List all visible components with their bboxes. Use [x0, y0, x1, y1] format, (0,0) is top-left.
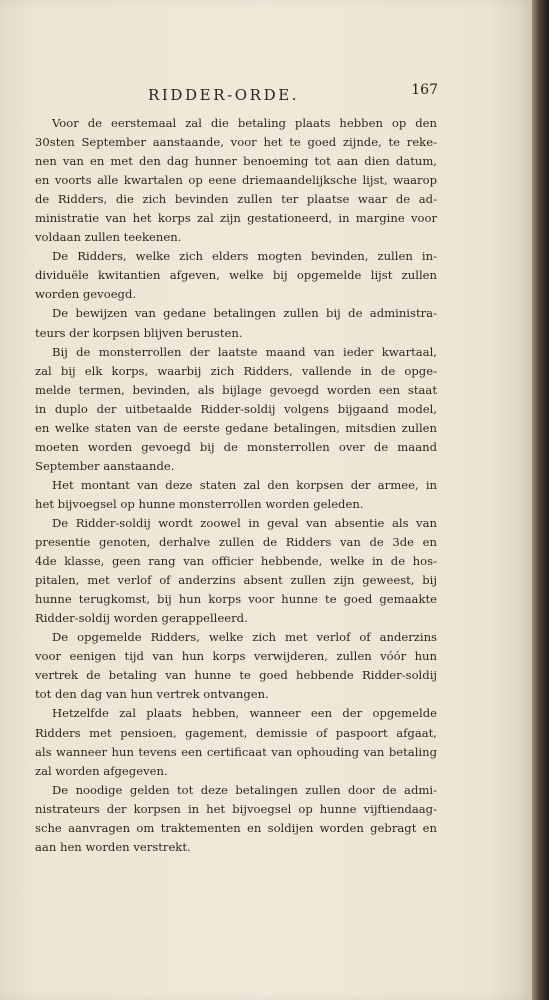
text-line: September aanstaande. [35, 458, 175, 473]
text-line: aan hen worden verstrekt. [35, 839, 191, 854]
text-line: Ridders met pensioen, gagement, demissie of paspoort afgaat, [35, 725, 437, 740]
text-line: zal bij elk korps, waarbij zich Ridders, vallende in de opge- [35, 363, 437, 378]
text-line: De bewijzen van gedane betalingen zullen bij de administra- [52, 306, 437, 321]
text-line: nen van en met den dag hunner benoeming tot aan dien datum, [35, 154, 437, 169]
text-line: De Ridders, welke zich elders mogten bevinden, zullen in- [52, 249, 437, 264]
text-line: ministratie van het korps zal zijn gestationeerd, in margine voor [35, 211, 437, 226]
text-line: De noodige gelden tot deze betalingen zullen door de admi- [52, 782, 437, 797]
text-line: als wanneer hun tevens een certificaat van ophouding van betaling [35, 744, 437, 759]
text-line: voor eenigen tijd van hun korps verwijderen, zullen vóór hun [35, 649, 437, 664]
text-line: Voor de eerstemaal zal die betaling plaats hebben op den [52, 116, 437, 130]
book-spine-edge [532, 0, 549, 1000]
text-line: 30sten September aanstaande, voor het te goed zijnde, te reke- [35, 135, 437, 150]
text-line: zal worden afgegeven. [35, 763, 168, 778]
text-line: Ridder-soldij worden gerappelleerd. [35, 611, 248, 626]
running-header [148, 82, 438, 108]
text-line: vertrek de betaling van hunne te goed hebbende Ridder-soldij [35, 668, 437, 683]
text-line: De Ridder-soldij wordt zoowel in geval van absentie als van [52, 515, 437, 530]
text-line: teurs der korpsen blijven berusten. [35, 325, 243, 340]
text-line: in duplo der uitbetaalde Ridder-soldij volgens bijgaand model, [35, 401, 437, 416]
page-title: RIDDER-ORDE. [148, 86, 300, 104]
text-line: Bij de monsterrollen der laatste maand van ieder kwartaal, [52, 344, 437, 359]
text-line: de Ridders, die zich bevinden zullen ter plaatse waar de ad- [35, 192, 437, 207]
text-line: tot den dag van hun vertrek ontvangen. [35, 687, 269, 702]
text-line: nistrateurs der korpsen in het bijvoegsel op hunne vijftiendaag- [35, 801, 437, 816]
text-line: pitalen, met verlof of anderzins absent zullen zijn geweest, bij [35, 573, 437, 588]
text-line: 4de klasse, geen rang van officier hebbende, welke in de hos- [35, 554, 437, 569]
text-line: en welke staten van de eerste gedane betalingen, mitsdien zullen [35, 420, 437, 435]
text-line: moeten worden gevoegd bij de monsterrollen over de maand [35, 439, 437, 454]
text-line: dividuële kwitantien afgeven, welke bij opgemelde lijst zullen [35, 268, 437, 283]
text-line: het bijvoegsel op hunne monsterrollen worden geleden. [35, 496, 364, 511]
text-line: Het montant van deze staten zal den korpsen der armee, in [52, 477, 437, 492]
text-line: De opgemelde Ridders, welke zich met verlof of anderzins [52, 630, 437, 645]
text-line: hunne terugkomst, bij hun korps voor hunne te goed gemaakte [35, 592, 437, 607]
text-line: presentie genoten, derhalve zullen de Ridders van de 3de en [35, 535, 437, 550]
body-text [35, 114, 437, 857]
text-line: Hetzelfde zal plaats hebben, wanneer een der opgemelde [52, 706, 437, 721]
text-line: sche aanvragen om traktementen en soldijen worden gebragt en [35, 820, 437, 835]
text-line: en voorts alle kwartalen op eene driemaandelijksche lijst, waarop [35, 173, 437, 188]
text-line: melde termen, bevinden, als bijlage gevoegd worden een staat [35, 382, 437, 397]
page-number: 167 [411, 82, 438, 98]
text-line: voldaan zullen teekenen. [35, 230, 182, 245]
text-line: worden gevoegd. [35, 287, 137, 302]
